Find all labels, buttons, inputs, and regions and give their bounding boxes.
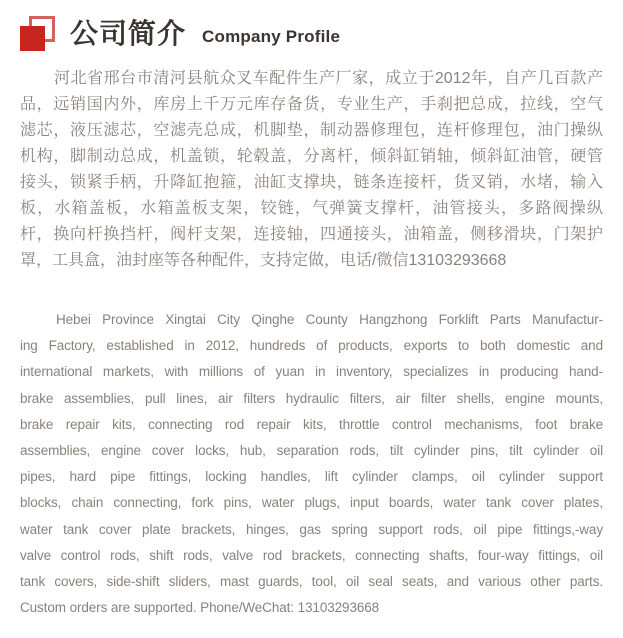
paragraph-line: valve control rods, shift rods, valve rod brackets, connecting shafts, four-way fittings, oil [20, 547, 603, 563]
paragraph-line: brake assemblies, pull lines, air filters hydraulic filters, air filter shells, engine mounts, [20, 390, 603, 406]
paragraph-line: 板，水箱盖板，水箱盖板支架，铰链，气弹簧支撑杆，油管接头，多路阀操纵 [20, 200, 603, 217]
paragraph-line: brake repair kits, connecting rod repair kits, throttle control mechanisms, foot brake [20, 416, 603, 432]
paragraph-line: 河北省邢台市清河县航众叉车配件生产厂家，成立于2012年，自产几百款产 [54, 70, 603, 87]
paragraph-line: 机构，脚制动总成，机盖锁，轮毂盖，分离杆，倾斜缸销轴，倾斜缸油管，硬管 [20, 148, 603, 165]
paragraph-line: blocks, chain connecting, fork pins, water plugs, input boards, water tank cover plates, [20, 495, 603, 511]
section-title-zh: 公司简介 [70, 18, 187, 49]
paragraph-line: tank covers, side-shift sliders, mast guards, tool, oil seal seats, and various other parts. [20, 574, 603, 590]
filled-square-icon [20, 26, 45, 51]
chinese-paragraph [20, 66, 603, 274]
paragraph-line: ing Factory, established in 2012, hundreds of products, exports to both domestic and [20, 338, 603, 354]
paragraph-line: 罩，工具盒，油封座等各种配件，支持定做，电话/微信13103293668 [20, 252, 507, 269]
paragraph-line: 杆，换向杆换挡杆，阀杆支架，连接轴，四通接头，油箱盖，侧移滑块，门架护 [20, 226, 603, 243]
paragraph-line: assemblies, engine cover locks, hub, separation rods, tilt cylinder pins, tilt cylinder oil [20, 443, 603, 459]
paragraph-line: Custom orders are supported. Phone/WeChat: 13103293668 [20, 600, 380, 616]
double-square-icon [20, 15, 58, 53]
paragraph-line: international markets, with millions of yuan in inventory, specializes in producing hand- [20, 364, 603, 380]
paragraph-line: water tank cover plate brackets, hinges, gas spring support rods, oil pipe fittings,-way [20, 521, 603, 537]
section-header [20, 14, 603, 54]
paragraph-line: 滤芯，液压滤芯，空滤壳总成，机脚垫，制动器修理包，连杆修理包，油门操纵 [20, 122, 603, 139]
english-paragraph [20, 307, 603, 621]
paragraph-line: Hebei Province Xingtai City Qinghe County Hangzhong Forklift Parts Manufactur- [56, 312, 603, 327]
paragraph-line: 品，远销国内外，库房上千万元库存备货，专业生产，手刹把总成，拉线，空气 [20, 96, 603, 113]
paragraph-line: 接头，锁紧手柄，升降缸抱箍，油缸支撑块，链条连接杆，货叉销，水堵，输入 [20, 174, 603, 191]
paragraph-line: pipes, hard pipe fittings, locking handles, lift cylinder clamps, oil cylinder support [20, 469, 603, 485]
section-title-en: Company Profile [202, 27, 341, 46]
